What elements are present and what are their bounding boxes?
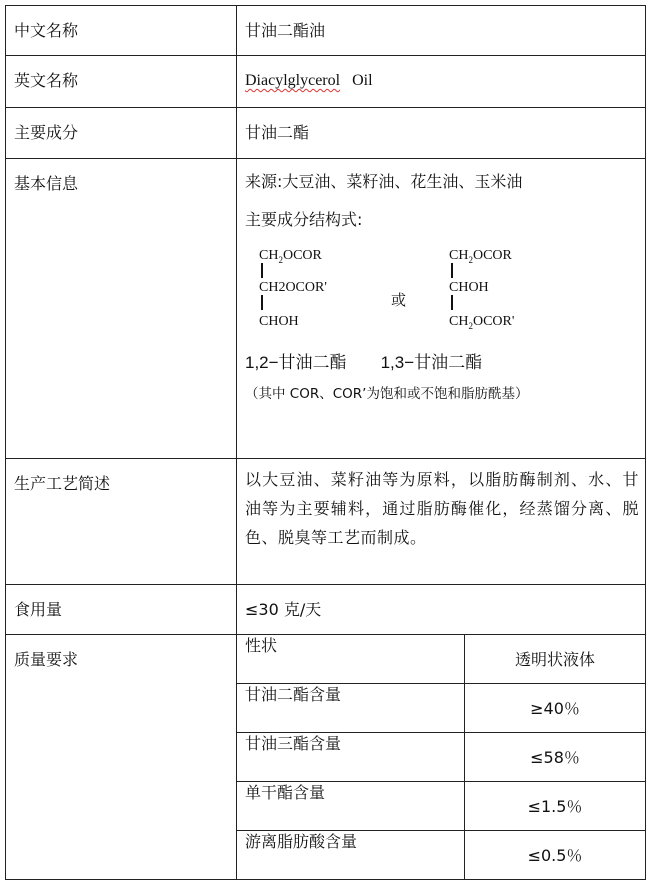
formula-names bbox=[245, 351, 645, 375]
right-formula-line2: CHOH bbox=[449, 280, 489, 295]
row-basic-info bbox=[6, 159, 646, 459]
row-intake bbox=[6, 585, 646, 635]
left-bond-1 bbox=[261, 263, 263, 278]
right-formula-line1: $CH_2OCOR$ bbox=[449, 248, 512, 265]
right-bond-1 bbox=[451, 263, 453, 278]
left-formula-line2: CH2OCOR' bbox=[259, 280, 327, 295]
or-text: 或 bbox=[391, 291, 407, 309]
right-formula-line3: $CH_2OCOR'$ bbox=[449, 314, 515, 331]
left-formula-line3: CHOH bbox=[259, 314, 299, 329]
quality-item-value: ≤0.5％ bbox=[465, 831, 646, 880]
label-basic-info: 基本信息 bbox=[6, 159, 237, 459]
acyl-note: （其中 COR、COR’为饱和或不饱和脂肪酰基） bbox=[245, 386, 529, 402]
row-quality-1 bbox=[6, 635, 646, 684]
english-name-word1: Diacylglycerol bbox=[245, 72, 341, 89]
label-quality: 质量要求 bbox=[6, 635, 237, 880]
row-main-component bbox=[6, 108, 646, 159]
label-main-component: 主要成分 bbox=[6, 108, 237, 159]
quality-item-value: 透明状液体 bbox=[465, 635, 646, 684]
left-bond-2 bbox=[261, 295, 263, 310]
quality-item-name: 甘油二酯含量 bbox=[237, 684, 465, 733]
row-process bbox=[6, 459, 646, 585]
name-12-diacylglycerol: 1,2−甘油二酯 bbox=[245, 353, 347, 372]
right-bond-2 bbox=[451, 295, 453, 310]
label-english-name: 英文名称 bbox=[6, 56, 237, 108]
value-intake: ≤30 克/天 bbox=[237, 585, 646, 635]
quality-item-value: ≤58％ bbox=[465, 733, 646, 782]
value-process: 以大豆油、菜籽油等为原料，以脂肪酶制剂、水、甘油等为主要辅料，通过脂肪酶催化，经蒸馏分离、脱色、脱臭等工艺而制成。 bbox=[237, 459, 646, 585]
quality-item-name: 性状 bbox=[237, 635, 465, 684]
value-chinese-name: 甘油二酯油 bbox=[237, 6, 646, 56]
label-process: 生产工艺简述 bbox=[6, 459, 237, 585]
quality-item-value: ≤1.5％ bbox=[465, 782, 646, 831]
quality-item-name: 单干酯含量 bbox=[237, 782, 465, 831]
quality-item-name: 甘油三酯含量 bbox=[237, 733, 465, 782]
english-name-word2: Oil bbox=[352, 72, 373, 89]
structure-title: 主要成分结构式: bbox=[245, 210, 363, 229]
value-main-component: 甘油二酯 bbox=[237, 108, 646, 159]
source-text: 来源:大豆油、菜籽油、花生油、玉米油 bbox=[245, 172, 523, 191]
row-chinese-name bbox=[6, 6, 646, 56]
name-13-diacylglycerol: 1,3−甘油二酯 bbox=[380, 353, 483, 372]
structure-formulas bbox=[245, 239, 645, 349]
value-basic-info bbox=[237, 159, 646, 459]
left-formula-line1: $CH_2OCOR$ bbox=[259, 248, 322, 265]
label-chinese-name: 中文名称 bbox=[6, 6, 237, 56]
quality-item-value: ≥40％ bbox=[465, 684, 646, 733]
row-english-name bbox=[6, 56, 646, 108]
quality-item-name: 游离脂肪酸含量 bbox=[237, 831, 465, 880]
spec-table bbox=[5, 5, 646, 880]
label-intake: 食用量 bbox=[6, 585, 237, 635]
value-english-name bbox=[237, 56, 646, 108]
